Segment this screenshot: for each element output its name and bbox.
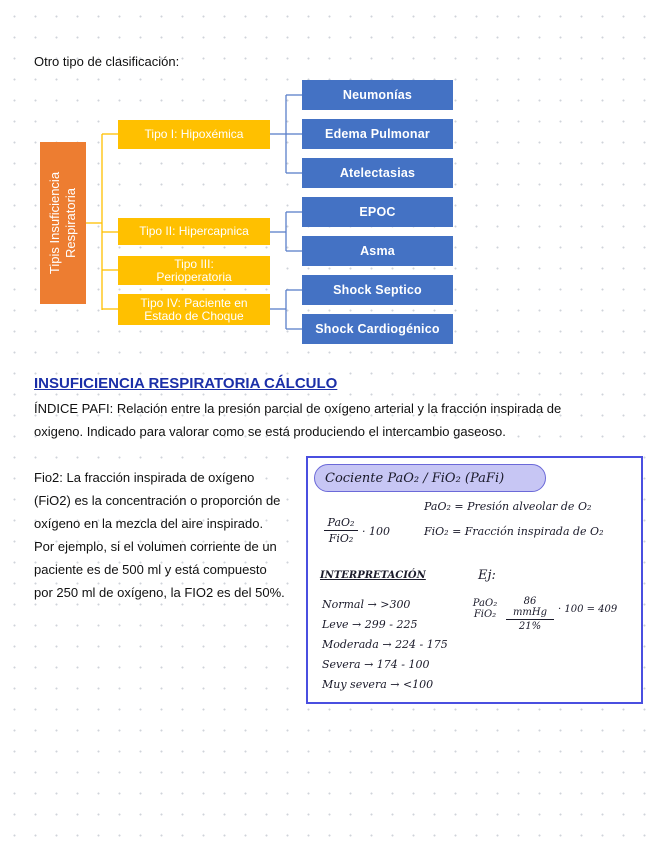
type-4-label-line2: Estado de Choque [144, 308, 244, 323]
diagram-root-box [40, 142, 86, 304]
example-result: · 100 = 409 [558, 604, 618, 615]
example-denominator: 21% [518, 621, 542, 632]
example-var-den: FiO₂ [473, 609, 497, 620]
cause-box-shock-septico: Shock Septico [302, 275, 453, 305]
intro-text: Otro tipo de clasificación: [34, 54, 180, 69]
formula-denominator: FiO₂ [328, 532, 354, 545]
root-label-line2: Respiratoria [63, 187, 78, 259]
type-box-1 [118, 120, 270, 149]
cause-box-neumonias: Neumonías [302, 80, 453, 110]
level-muy-severa: Muy severa → <100 [322, 678, 434, 691]
note-title-pill [314, 464, 546, 492]
cause-box-shock-cardiogenico: Shock Cardiogénico [302, 314, 453, 344]
handwritten-note-card [306, 456, 643, 704]
note-title: Cociente PaO₂ / FiO₂ (PaFi) [325, 470, 505, 486]
section-title: INSUFICIENCIA RESPIRATORIA CÁLCULO [34, 375, 338, 392]
type-2-label: Tipo II: Hipercapnica [139, 224, 249, 238]
paragraph-pafi: ÍNDICE PAFI: Relación entre la presión parcial de oxígeno arterial y la fracción inspirada de oxigeno. Indicado para valorar como se está produciendo el intercambio gaseoso. [34, 401, 562, 439]
example-label: Ej: [478, 568, 496, 583]
cause-box-edema: Edema Pulmonar [302, 119, 453, 149]
type-box-2 [118, 218, 270, 245]
level-severa: Severa → 174 - 100 [322, 658, 430, 671]
type-3-label-line2: Perioperatoria [156, 269, 232, 284]
note-def-pao2: PaO₂ = Presión alveolar de O₂ [424, 500, 592, 513]
type-box-4 [118, 294, 270, 325]
example-vars [472, 598, 498, 620]
interpretation-title: INTERPRETACIÓN [320, 570, 426, 581]
cause-box-epoc: EPOC [302, 197, 453, 227]
type-box-3 [118, 256, 270, 285]
paragraph-fio2: Fio2: La fracción inspirada de oxígeno (FiO2) es la concentración o proporción de oxígeno en la mezcla del aire inspirado. Por ejemplo, si el volumen corriente de un paciente es de 500 ml y está compuesto por 250 ml de oxígeno, la FIO2 es del 50%. [34, 470, 285, 600]
example-var-num: PaO₂ [472, 598, 498, 609]
formula-numerator: PaO₂ [327, 516, 355, 529]
formula-multiplier: · 100 [362, 525, 390, 538]
note-formula-fraction [324, 516, 358, 545]
type-4-label-line1: Tipo IV: Paciente en [140, 295, 248, 310]
type-3-label-line1: Tipo III: [174, 256, 214, 271]
level-normal: Normal → >300 [322, 598, 411, 611]
cause-box-asma: Asma [302, 236, 453, 266]
root-label-line1: Tipis Insuficiencia [47, 171, 62, 275]
note-def-fio2: FiO₂ = Fracción inspirada de O₂ [424, 525, 604, 538]
level-leve: Leve → 299 - 225 [322, 618, 418, 631]
cause-box-atelectasias: Atelectasias [302, 158, 453, 188]
example-fraction [506, 596, 554, 632]
type-1-label: Tipo I: Hipoxémica [144, 127, 244, 141]
example-numerator: 86 mmHg [512, 596, 548, 618]
level-moderada: Moderada → 224 - 175 [322, 638, 448, 651]
